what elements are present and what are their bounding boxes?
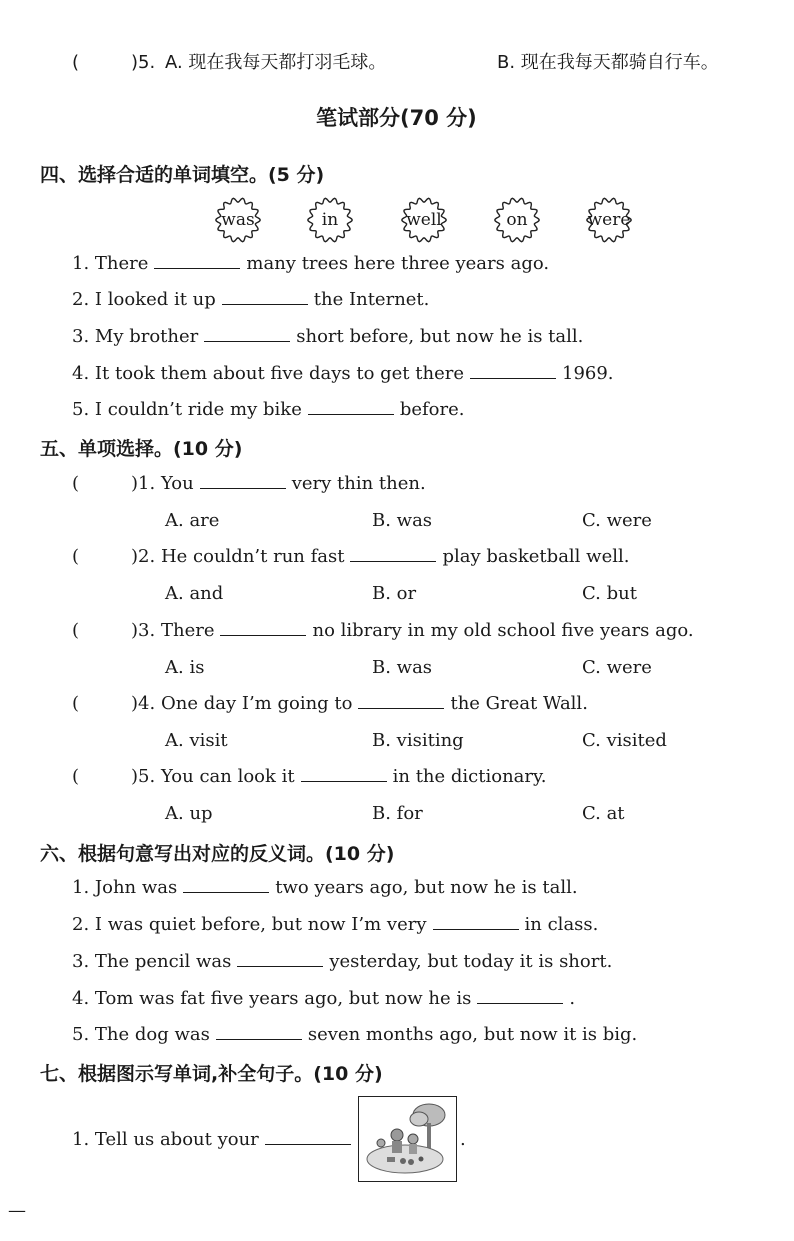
question-row bbox=[72, 766, 547, 787]
question-text: You bbox=[160, 473, 194, 494]
item-number: )5. bbox=[131, 52, 156, 73]
word-text: on bbox=[506, 210, 528, 230]
question-row bbox=[72, 620, 694, 641]
page-footer-mark: — bbox=[8, 1200, 26, 1221]
question-row bbox=[72, 693, 588, 714]
question-text: 3. My brother bbox=[72, 326, 199, 347]
question-text: yesterday, but today it is short. bbox=[329, 951, 613, 972]
question-text: two years ago, but now he is tall. bbox=[275, 877, 578, 898]
answer-paren-open: ( bbox=[72, 546, 80, 567]
section-heading-7: 七、根据图示写单词,补全句子。(10 分) bbox=[40, 1063, 383, 1085]
item-number: )3. bbox=[131, 620, 156, 641]
question-row bbox=[72, 363, 614, 384]
picnic-illustration bbox=[358, 1096, 457, 1182]
item-number: )4. bbox=[131, 693, 156, 714]
question-row bbox=[72, 546, 629, 567]
question-row bbox=[72, 914, 598, 935]
question-text: many trees here three years ago. bbox=[246, 253, 550, 274]
option-b[interactable]: B. visiting bbox=[372, 730, 464, 751]
word-bank-word bbox=[585, 196, 633, 244]
option-c[interactable]: C. visited bbox=[582, 730, 667, 751]
question-text: very thin then. bbox=[291, 473, 426, 494]
item-number: )1. bbox=[131, 473, 156, 494]
answer-blank[interactable] bbox=[308, 413, 394, 415]
option-c[interactable]: C. were bbox=[582, 510, 652, 531]
question-text: the Internet. bbox=[313, 289, 430, 310]
answer-blank[interactable] bbox=[154, 267, 240, 269]
option-b[interactable]: B. was bbox=[372, 657, 433, 678]
answer-blank[interactable] bbox=[470, 377, 556, 379]
question-text: 1969. bbox=[562, 363, 614, 384]
question-text: You can look it bbox=[160, 766, 295, 787]
option-a[interactable]: A. visit bbox=[165, 730, 228, 751]
page-title: 笔试部分(70 分) bbox=[316, 106, 477, 130]
question-text: 2. I looked it up bbox=[72, 289, 216, 310]
question-row bbox=[72, 951, 612, 972]
question-text: 1. John was bbox=[72, 877, 178, 898]
word-text: were bbox=[587, 210, 631, 230]
word-bank-word bbox=[493, 196, 541, 244]
top-item-row bbox=[72, 48, 386, 74]
question-text: the Great Wall. bbox=[450, 693, 588, 714]
question-text: 4. It took them about five days to get there bbox=[72, 363, 464, 384]
question-row bbox=[72, 289, 429, 310]
option-a: A. 现在我每天都打羽毛球。 bbox=[164, 52, 387, 73]
option-a[interactable]: A. are bbox=[165, 510, 220, 531]
question-row bbox=[72, 399, 465, 420]
item-number: )2. bbox=[131, 546, 156, 567]
picnic-icon bbox=[359, 1097, 455, 1180]
question-text: 4. Tom was fat five years ago, but now he is bbox=[72, 988, 472, 1009]
answer-paren-open: ( bbox=[72, 52, 80, 73]
question-row bbox=[72, 326, 583, 347]
question-text: One day I’m going to bbox=[160, 693, 353, 714]
option-c[interactable]: C. were bbox=[582, 657, 652, 678]
option-c[interactable]: C. at bbox=[582, 803, 625, 824]
option-b: B. 现在我每天都骑自行车。 bbox=[497, 52, 719, 73]
question-text: 3. The pencil was bbox=[72, 951, 232, 972]
answer-blank[interactable] bbox=[350, 560, 436, 562]
answer-blank[interactable] bbox=[265, 1143, 351, 1145]
question-text: . bbox=[569, 988, 576, 1009]
question-text: short before, but now he is tall. bbox=[296, 326, 584, 347]
word-text: well bbox=[406, 210, 442, 230]
answer-paren-open: ( bbox=[72, 766, 80, 787]
answer-blank[interactable] bbox=[204, 340, 290, 342]
answer-blank[interactable] bbox=[216, 1038, 302, 1040]
answer-blank[interactable] bbox=[477, 1002, 563, 1004]
question-text: no library in my old school five years ago. bbox=[312, 620, 694, 641]
answer-blank[interactable] bbox=[301, 780, 387, 782]
answer-blank[interactable] bbox=[358, 707, 444, 709]
question-row bbox=[72, 473, 426, 494]
word-text: was bbox=[221, 210, 255, 230]
word-bank-word bbox=[306, 196, 354, 244]
question-row bbox=[72, 877, 578, 898]
item-prefix: 1. Tell us about your bbox=[72, 1129, 259, 1150]
question-text: in the dictionary. bbox=[392, 766, 547, 787]
word-bank-word bbox=[214, 196, 262, 244]
answer-paren-open: ( bbox=[72, 693, 80, 714]
answer-blank[interactable] bbox=[200, 487, 286, 489]
answer-paren-open: ( bbox=[72, 473, 80, 494]
question-row bbox=[72, 988, 575, 1009]
answer-blank[interactable] bbox=[183, 891, 269, 893]
option-c[interactable]: C. but bbox=[582, 583, 637, 604]
option-b[interactable]: B. or bbox=[372, 583, 417, 604]
section-heading-6: 六、根据句意写出对应的反义词。(10 分) bbox=[40, 843, 395, 865]
option-b[interactable]: B. was bbox=[372, 510, 433, 531]
answer-blank[interactable] bbox=[433, 928, 519, 930]
answer-blank[interactable] bbox=[237, 965, 323, 967]
word-text: in bbox=[321, 210, 339, 230]
option-a[interactable]: A. is bbox=[165, 657, 205, 678]
question-text: play basketball well. bbox=[442, 546, 630, 567]
question-text: 2. I was quiet before, but now I’m very bbox=[72, 914, 427, 935]
question-text: He couldn’t run fast bbox=[160, 546, 345, 567]
question-text: before. bbox=[399, 399, 465, 420]
answer-blank[interactable] bbox=[222, 303, 308, 305]
question-text: in class. bbox=[524, 914, 599, 935]
answer-blank[interactable] bbox=[220, 634, 306, 636]
question-text: There bbox=[160, 620, 215, 641]
section-heading-5: 五、单项选择。(10 分) bbox=[40, 438, 243, 460]
answer-paren-open: ( bbox=[72, 620, 80, 641]
option-b[interactable]: B. for bbox=[372, 803, 423, 824]
question-text: 5. I couldn’t ride my bike bbox=[72, 399, 302, 420]
question-row bbox=[72, 1024, 637, 1045]
option-a[interactable]: A. up bbox=[165, 803, 213, 824]
section-heading-4: 四、选择合适的单词填空。(5 分) bbox=[40, 164, 325, 186]
item-suffix: . bbox=[460, 1129, 466, 1150]
section7-item-1 bbox=[72, 1129, 357, 1150]
question-row bbox=[72, 253, 549, 274]
question-text: 5. The dog was bbox=[72, 1024, 210, 1045]
item-number: )5. bbox=[131, 766, 156, 787]
question-text: seven months ago, but now it is big. bbox=[307, 1024, 638, 1045]
option-a[interactable]: A. and bbox=[165, 583, 224, 604]
word-bank-word bbox=[400, 196, 448, 244]
question-text: 1. There bbox=[72, 253, 149, 274]
